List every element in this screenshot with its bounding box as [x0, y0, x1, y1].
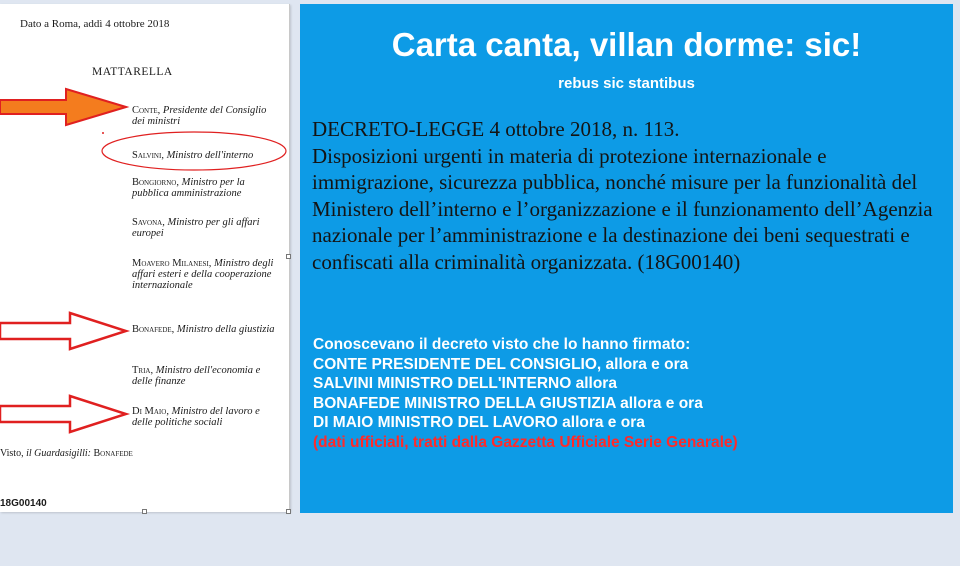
arrow-bonafede — [0, 313, 126, 349]
signers-intro: Conoscevano il decreto visto che lo hanno firmato: — [313, 336, 691, 353]
minister-role: Ministro dell'economia e delle finanze — [132, 365, 261, 387]
visto-name: Bonafede — [93, 448, 133, 459]
minister-tria: Tria, Ministro dell'economia e delle finanze — [132, 365, 261, 387]
resize-handle[interactable] — [142, 509, 147, 514]
document-code: 18G00140 — [0, 498, 47, 509]
minister-savona: Savona, Ministro per gli affari europei — [132, 217, 260, 239]
minister-name: Moavero Milanesi — [132, 258, 209, 269]
minister-name: Conte — [132, 105, 158, 116]
document-scan — [0, 4, 290, 512]
minister-role: Ministro della giustizia — [176, 324, 275, 335]
minister-name: Di Maio — [132, 406, 167, 417]
minister-role: Ministro del lavoro e delle politiche sociali — [132, 406, 260, 428]
minister-role: Ministro dell'interno — [166, 150, 254, 161]
minister-role: Ministro degli affari esteri e della cooperazione internazionale — [132, 258, 274, 291]
visto-line — [0, 448, 133, 459]
minister-bonafede: Bonafede, Ministro della giustizia — [132, 324, 275, 335]
minister-name: Savona — [132, 217, 163, 228]
signer-line: CONTE PRESIDENTE DEL CONSIGLIO, allora e ora — [313, 355, 689, 373]
minister-di-maio: Di Maio, Ministro del lavoro e delle politiche sociali — [132, 406, 260, 428]
panel-title: Carta canta, villan dorme: sic! — [391, 26, 862, 63]
minister-name: Bongiorno — [132, 177, 177, 188]
minister-role: Presidente del Consiglio dei ministri — [132, 105, 267, 127]
president-signature: MATTARELLA — [92, 66, 173, 78]
resize-handle[interactable] — [286, 254, 291, 259]
minister-role: Ministro per la pubblica amministrazione — [132, 177, 245, 199]
signer-line: BONAFEDE MINISTRO DELLA GIUSTIZIA allora e ora — [313, 394, 703, 412]
minister-role: Ministro per gli affari europei — [132, 217, 260, 239]
signer-line: SALVINI MINISTRO DELL'INTERNO allora — [313, 375, 617, 392]
decree-text — [312, 116, 942, 275]
minister-name: Salvini — [132, 150, 162, 161]
dateline: Dato a Roma, addì 4 ottobre 2018 — [20, 18, 170, 30]
source-note: (dati ufficiali, tratti dalla Gazzetta Ufficiale Serie Genarale) — [313, 433, 738, 451]
commentary-panel — [300, 4, 953, 513]
visto-role: il Guardasigilli: — [26, 448, 91, 459]
minister-bongiorno: Bongiorno, Ministro per la pubblica amministrazione — [132, 177, 245, 199]
panel-subtitle: rebus sic stantibus — [558, 75, 695, 92]
minister-conte: Conte, Presidente del Consiglio dei ministri — [132, 105, 267, 127]
signer-line: DI MAIO MINISTRO DEL LAVORO allora e ora — [313, 414, 645, 431]
arrow-conte — [0, 89, 126, 125]
decree-body: Disposizioni urgenti in materia di protezione internazionale e immigrazione, sicurezza pubblica, nonché misure per la funzionalità del Ministero dell’interno e l’organizzazione e il funzionamento dell’Agenzia nazionale per l’amministrazione e la destinazione dei beni sequestrati e confiscati alla criminalità organizzata. (18G00140) — [312, 143, 933, 274]
minister-name: Bonafede — [132, 324, 172, 335]
minister-salvini: Salvini, Ministro dell'interno — [132, 150, 254, 161]
resize-handle[interactable] — [286, 509, 291, 514]
visto-prefix: Visto, — [0, 448, 24, 459]
decree-heading: DECRETO-LEGGE 4 ottobre 2018, n. 113. — [312, 117, 680, 141]
minister-moavero: Moavero Milanesi, Ministro degli affari esteri e della cooperazione internazionale — [132, 258, 274, 291]
signers-block — [313, 335, 943, 452]
minister-name: Tria — [132, 365, 151, 376]
arrow-di-maio — [0, 396, 126, 432]
